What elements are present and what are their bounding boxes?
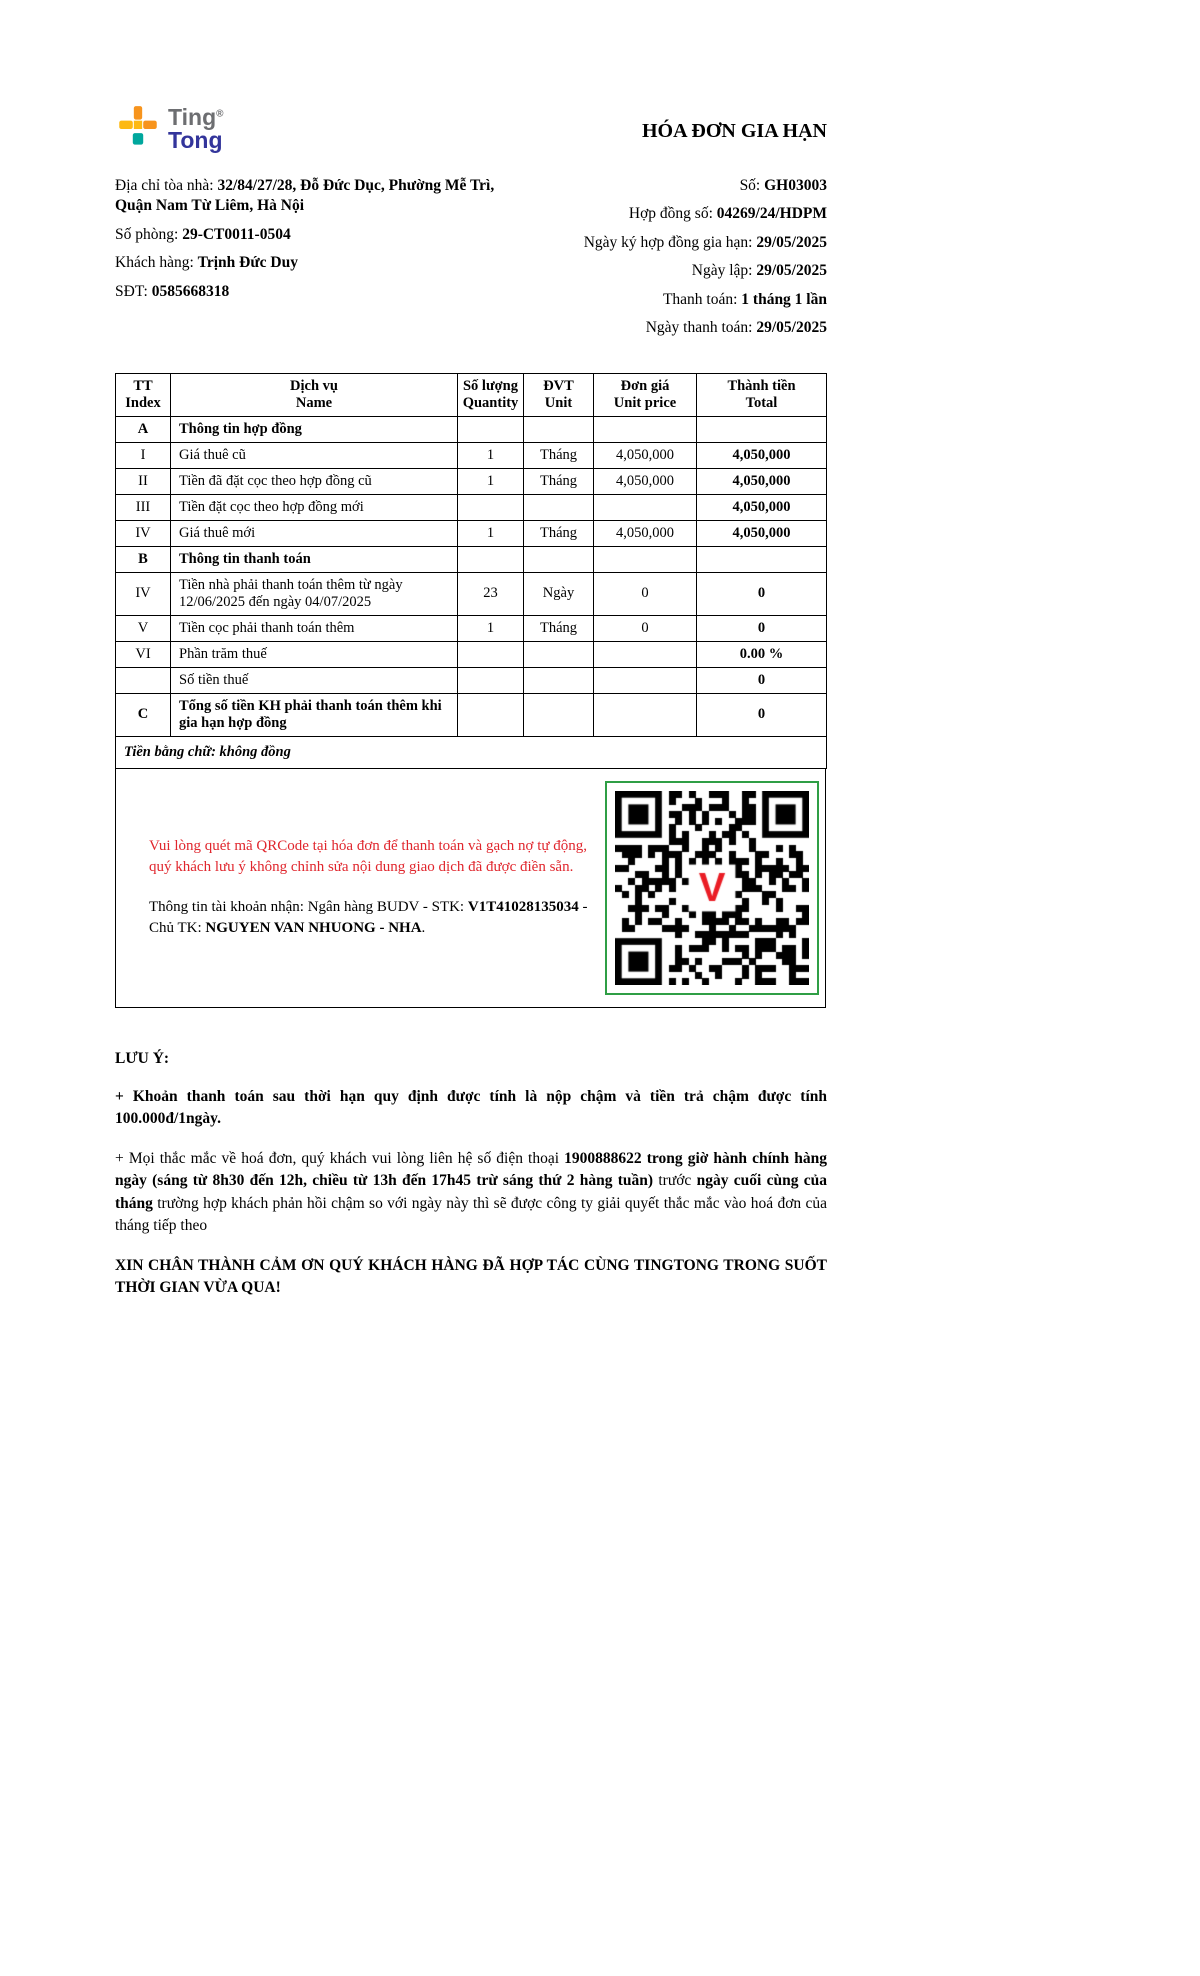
cell-index: I	[116, 442, 171, 468]
invoice-meta-line	[515, 290, 827, 310]
tingtong-logo	[115, 104, 224, 154]
cell-total: 0	[697, 693, 827, 736]
bank-account-info	[149, 897, 594, 940]
cell-unit	[524, 416, 594, 442]
logo-word-tong: Tong	[168, 127, 223, 153]
qr-code	[615, 791, 809, 985]
cell-index: C	[116, 693, 171, 736]
invoice-table-header	[116, 373, 827, 416]
cell-unit: Tháng	[524, 520, 594, 546]
invoice-meta-line	[515, 204, 827, 224]
cell-name: Tiền đặt cọc theo hợp đồng mới	[171, 494, 458, 520]
cell-index: II	[116, 468, 171, 494]
table-row	[116, 494, 827, 520]
text-segment: ngày cuối cùng của tháng	[115, 1172, 827, 1212]
cell-index: VI	[116, 641, 171, 667]
cell-name: Giá thuê cũ	[171, 442, 458, 468]
customer-info-block	[115, 176, 515, 347]
note-paragraph	[115, 1255, 827, 1300]
cell-qty	[458, 416, 524, 442]
cell-total	[697, 546, 827, 572]
notes-heading: LƯU Ý:	[115, 1049, 170, 1067]
cell-unit	[524, 693, 594, 736]
qr-payment-box	[115, 768, 826, 1008]
amount-in-words: Tiền bằng chữ: không đồng	[116, 736, 827, 768]
table-row	[116, 667, 827, 693]
cell-qty: 1	[458, 442, 524, 468]
text-segment: 29/05/2025	[756, 319, 827, 337]
cell-unit: Ngày	[524, 572, 594, 615]
text-segment: Khách hàng:	[115, 254, 198, 272]
text-segment: 04269/24/HDPM	[716, 205, 827, 223]
cell-index: III	[116, 494, 171, 520]
cell-price	[594, 641, 697, 667]
table-row	[116, 615, 827, 641]
notes-section	[115, 1050, 827, 1300]
table-row	[116, 572, 827, 615]
customer-info-line	[115, 176, 515, 217]
cell-qty: 1	[458, 520, 524, 546]
cell-unit: Tháng	[524, 615, 594, 641]
registered-mark: ®	[216, 108, 224, 120]
cell-price	[594, 546, 697, 572]
table-row	[116, 641, 827, 667]
cell-qty	[458, 667, 524, 693]
cell-total: 0	[697, 615, 827, 641]
cell-total: 0	[697, 572, 827, 615]
text-segment: Thông tin tài khoản nhận: Ngân hàng BUDV - STK:	[149, 898, 468, 915]
text-segment: Địa chỉ tòa nhà:	[115, 177, 218, 194]
invoice-table	[115, 373, 827, 769]
cell-qty	[458, 494, 524, 520]
cell-name: Thông tin hợp đồng	[171, 416, 458, 442]
customer-info-line	[115, 282, 515, 302]
cell-qty: 1	[458, 468, 524, 494]
cell-total: 4,050,000	[697, 468, 827, 494]
cell-price	[594, 494, 697, 520]
qr-instructions	[149, 836, 594, 939]
cell-index: IV	[116, 520, 171, 546]
table-row	[116, 693, 827, 736]
invoice-meta-line	[515, 261, 827, 281]
text-segment: Ngày ký hợp đồng gia hạn:	[583, 233, 757, 251]
text-segment: GH03003	[764, 177, 827, 194]
cell-total: 0	[697, 667, 827, 693]
text-segment: Ngày thanh toán:	[645, 319, 757, 337]
text-segment: SĐT:	[115, 282, 152, 300]
cell-unit	[524, 546, 594, 572]
note-paragraph	[115, 1148, 827, 1238]
text-segment: + Mọi thắc mắc về hoá đơn, quý khách vui lòng liên hệ số điện thoại	[115, 1149, 565, 1167]
cell-total: 4,050,000	[697, 520, 827, 546]
cell-unit: Tháng	[524, 442, 594, 468]
logo-word-ting: Ting®	[168, 104, 224, 131]
text-segment: - Chủ TK:	[149, 898, 588, 937]
invoice-meta-line	[515, 318, 827, 338]
cell-index: A	[116, 416, 171, 442]
tingtong-logo-icon	[115, 104, 161, 154]
text-segment: Hợp đồng số:	[628, 205, 717, 223]
cell-index: V	[116, 615, 171, 641]
cell-price: 4,050,000	[594, 520, 697, 546]
cell-name: Phần trăm thuế	[171, 641, 458, 667]
cell-qty: 23	[458, 572, 524, 615]
cell-name: Tiền nhà phải thanh toán thêm từ ngày 12/06/2025 đến ngày 04/07/2025	[171, 572, 458, 615]
cell-price: 4,050,000	[594, 442, 697, 468]
note-paragraph	[115, 1086, 827, 1131]
text-segment: 29-CT0011-0504	[182, 225, 291, 243]
cell-price	[594, 416, 697, 442]
cell-price: 4,050,000	[594, 468, 697, 494]
cell-total: 4,050,000	[697, 442, 827, 468]
cell-unit	[524, 494, 594, 520]
info-section	[115, 176, 827, 347]
text-segment: 29/05/2025	[756, 262, 827, 280]
cell-index: IV	[116, 572, 171, 615]
cell-qty	[458, 693, 524, 736]
column-header: Số lượng Quantity	[458, 373, 524, 416]
amount-in-words-row	[116, 736, 827, 768]
cell-name: Tổng số tiền KH phải thanh toán thêm khi gia hạn hợp đồng	[171, 693, 458, 736]
text-segment: 32/84/27/28, Đỗ Đức Dục, Phường Mễ Trì, Quận Nam Từ Liêm, Hà Nội	[115, 177, 495, 215]
text-segment: 1900888622 trong giờ hành chính hàng ngày (sáng từ 8h30 đến 12h, chiều từ 13h đến 17h45 trừ sáng thứ 2 hàng tuần)	[115, 1149, 827, 1190]
table-header-row	[116, 373, 827, 416]
cell-unit	[524, 641, 594, 667]
cell-total	[697, 416, 827, 442]
cell-index: B	[116, 546, 171, 572]
column-header: Đơn giá Unit price	[594, 373, 697, 416]
text-segment: XIN CHÂN THÀNH CẢM ƠN QUÝ KHÁCH HÀNG ĐÃ HỢP TÁC CÙNG TINGTONG TRONG SUỐT THỜI GIAN VỪA QUA!	[115, 1256, 827, 1296]
column-header: Dịch vụ Name	[171, 373, 458, 416]
column-header: Thành tiền Total	[697, 373, 827, 416]
text-segment: 1 tháng 1 lần	[741, 290, 827, 308]
cell-name: Tiền đã đặt cọc theo hợp đồng cũ	[171, 468, 458, 494]
text-segment: 29/05/2025	[756, 233, 827, 251]
table-row	[116, 468, 827, 494]
invoice-meta-line	[515, 233, 827, 253]
cell-price: 0	[594, 615, 697, 641]
text-segment: 0585668318	[151, 282, 230, 300]
cell-unit	[524, 667, 594, 693]
cell-total: 4,050,000	[697, 494, 827, 520]
text-segment: Số:	[739, 177, 765, 194]
table-row	[116, 442, 827, 468]
cell-price	[594, 693, 697, 736]
cell-price: 0	[594, 572, 697, 615]
text-segment: V1T41028135034	[467, 898, 579, 915]
invoice-meta-line	[515, 176, 827, 196]
text-segment: trước	[653, 1172, 697, 1190]
cell-qty: 1	[458, 615, 524, 641]
document-title: HÓA ĐƠN GIA HẠN	[641, 120, 827, 142]
cell-name: Giá thuê mới	[171, 520, 458, 546]
table-row	[116, 416, 827, 442]
text-segment: Trịnh Đức Duy	[197, 254, 298, 272]
invoice-meta-block	[515, 176, 827, 347]
cell-name: Thông tin thanh toán	[171, 546, 458, 572]
cell-name: Số tiền thuế	[171, 667, 458, 693]
cell-qty	[458, 546, 524, 572]
customer-info-line	[115, 253, 515, 273]
text-segment: trường hợp khách phản hồi chậm so với ngày này thì sẽ được công ty giải quyết thắc mắc vào hoá đơn của tháng tiếp theo	[115, 1194, 827, 1235]
text-segment: .	[421, 920, 426, 937]
text-segment: + Khoản thanh toán sau thời hạn quy định được tính là nộp chậm và tiền trả chậm được tính 100.000đ/1ngày.	[115, 1087, 827, 1128]
tingtong-logo-text	[168, 106, 224, 151]
table-row	[116, 546, 827, 572]
cell-index	[116, 667, 171, 693]
column-header: ĐVT Unit	[524, 373, 594, 416]
invoice-table-body	[116, 416, 827, 736]
column-header: TT Index	[116, 373, 171, 416]
text-segment: Số phòng:	[115, 225, 183, 243]
text-segment: Ngày lập:	[691, 262, 757, 280]
invoice-content	[115, 104, 827, 1316]
cell-qty	[458, 641, 524, 667]
table-row	[116, 520, 827, 546]
cell-price	[594, 667, 697, 693]
notes-paragraphs	[115, 1086, 827, 1300]
amount-in-words-section	[116, 736, 827, 768]
cell-name: Tiền cọc phải thanh toán thêm	[171, 615, 458, 641]
qr-notice-text: Vui lòng quét mã QRCode tại hóa đơn để thanh toán và gạch nợ tự động, quý khách lưu ý không chỉnh sửa nội dung giao dịch đã được điền sẵn.	[149, 838, 588, 876]
qr-code-frame	[605, 781, 819, 995]
cell-unit: Tháng	[524, 468, 594, 494]
cell-total: 0.00 %	[697, 641, 827, 667]
header	[115, 104, 827, 154]
customer-info-line	[115, 225, 515, 245]
text-segment: NGUYEN VAN NHUONG - NHA	[205, 920, 422, 937]
text-segment: Thanh toán:	[662, 290, 742, 308]
